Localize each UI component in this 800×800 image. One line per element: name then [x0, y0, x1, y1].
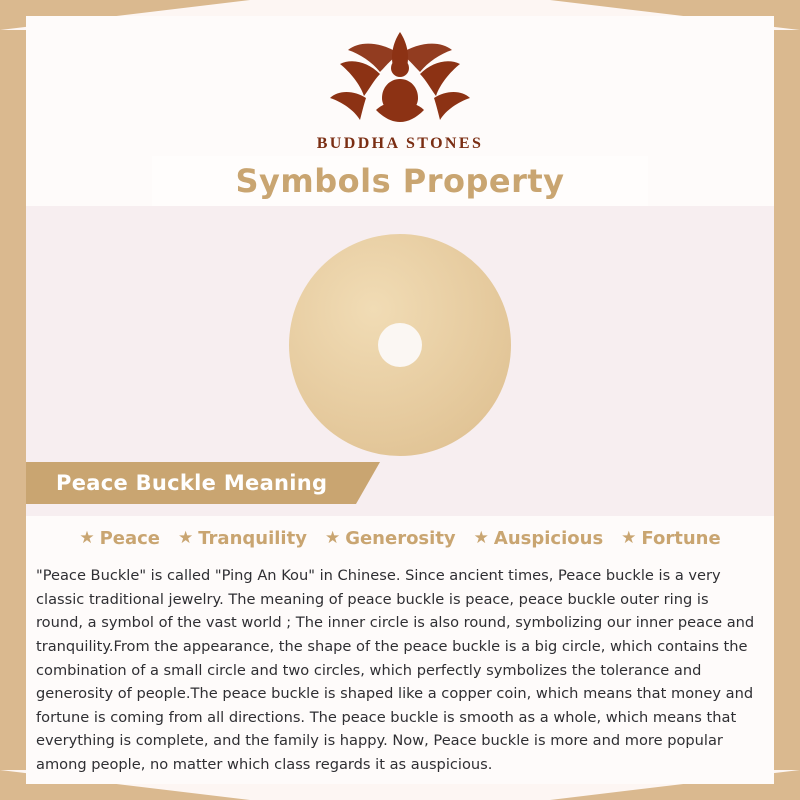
star-icon: ★: [621, 528, 637, 548]
section-ribbon-tail: [356, 462, 380, 504]
keyword-label: Generosity: [345, 528, 456, 549]
section-ribbon: [26, 462, 356, 504]
star-icon: ★: [324, 528, 341, 548]
keyword-list: [26, 528, 774, 549]
keyword-item: [325, 528, 456, 549]
peace-buckle-disc-hole: [378, 323, 422, 367]
page-title: [152, 156, 648, 206]
keyword-label: Auspicious: [493, 528, 604, 549]
keyword-item: [621, 528, 721, 549]
keyword-label: Fortune: [641, 528, 721, 549]
brand-logo: [26, 24, 774, 153]
page-title-text: Symbols Property: [235, 162, 565, 200]
lotus-meditation-figure-icon: [26, 24, 774, 133]
star-icon: ★: [178, 528, 194, 548]
peace-buckle-disc-icon: [289, 234, 511, 456]
keyword-item: [178, 528, 307, 549]
star-icon: ★: [473, 528, 489, 548]
keyword-item: [474, 528, 604, 549]
edge-band-right: [774, 30, 800, 770]
keyword-label: Peace: [99, 528, 160, 549]
content-card: [26, 16, 774, 784]
star-icon: ★: [79, 528, 95, 548]
brand-name: BUDDHA STONES: [316, 135, 484, 152]
description-paragraph: "Peace Buckle" is called "Ping An Kou" in Chinese. Since ancient times, Peace buckle is a very classic traditional jewelry. The meaning of peace buckle is peace, peace buckle outer ring is round, a symbol of the vast world ; The inner circle is also round, symbolizing our inner peace and tranquility.From the appearance, the shape of the peace buckle is a big circle, which contains the combination of a small circle and two circles, which perfectly symbolizes the tolerance and generosity of people.The peace buckle is shaped like a copper coin, which means that money and fortune is coming from all directions. The peace buckle is smooth as a whole, which means that everything is complete, and the family is happy. Now, Peace buckle is more and more popular among people, no matter which class regards it as auspicious.: [36, 567, 755, 774]
edge-band-left: [0, 30, 26, 770]
keyword-item: [79, 528, 160, 549]
keyword-label: Tranquility: [198, 528, 307, 549]
section-ribbon-label: Peace Buckle Meaning: [56, 471, 328, 495]
